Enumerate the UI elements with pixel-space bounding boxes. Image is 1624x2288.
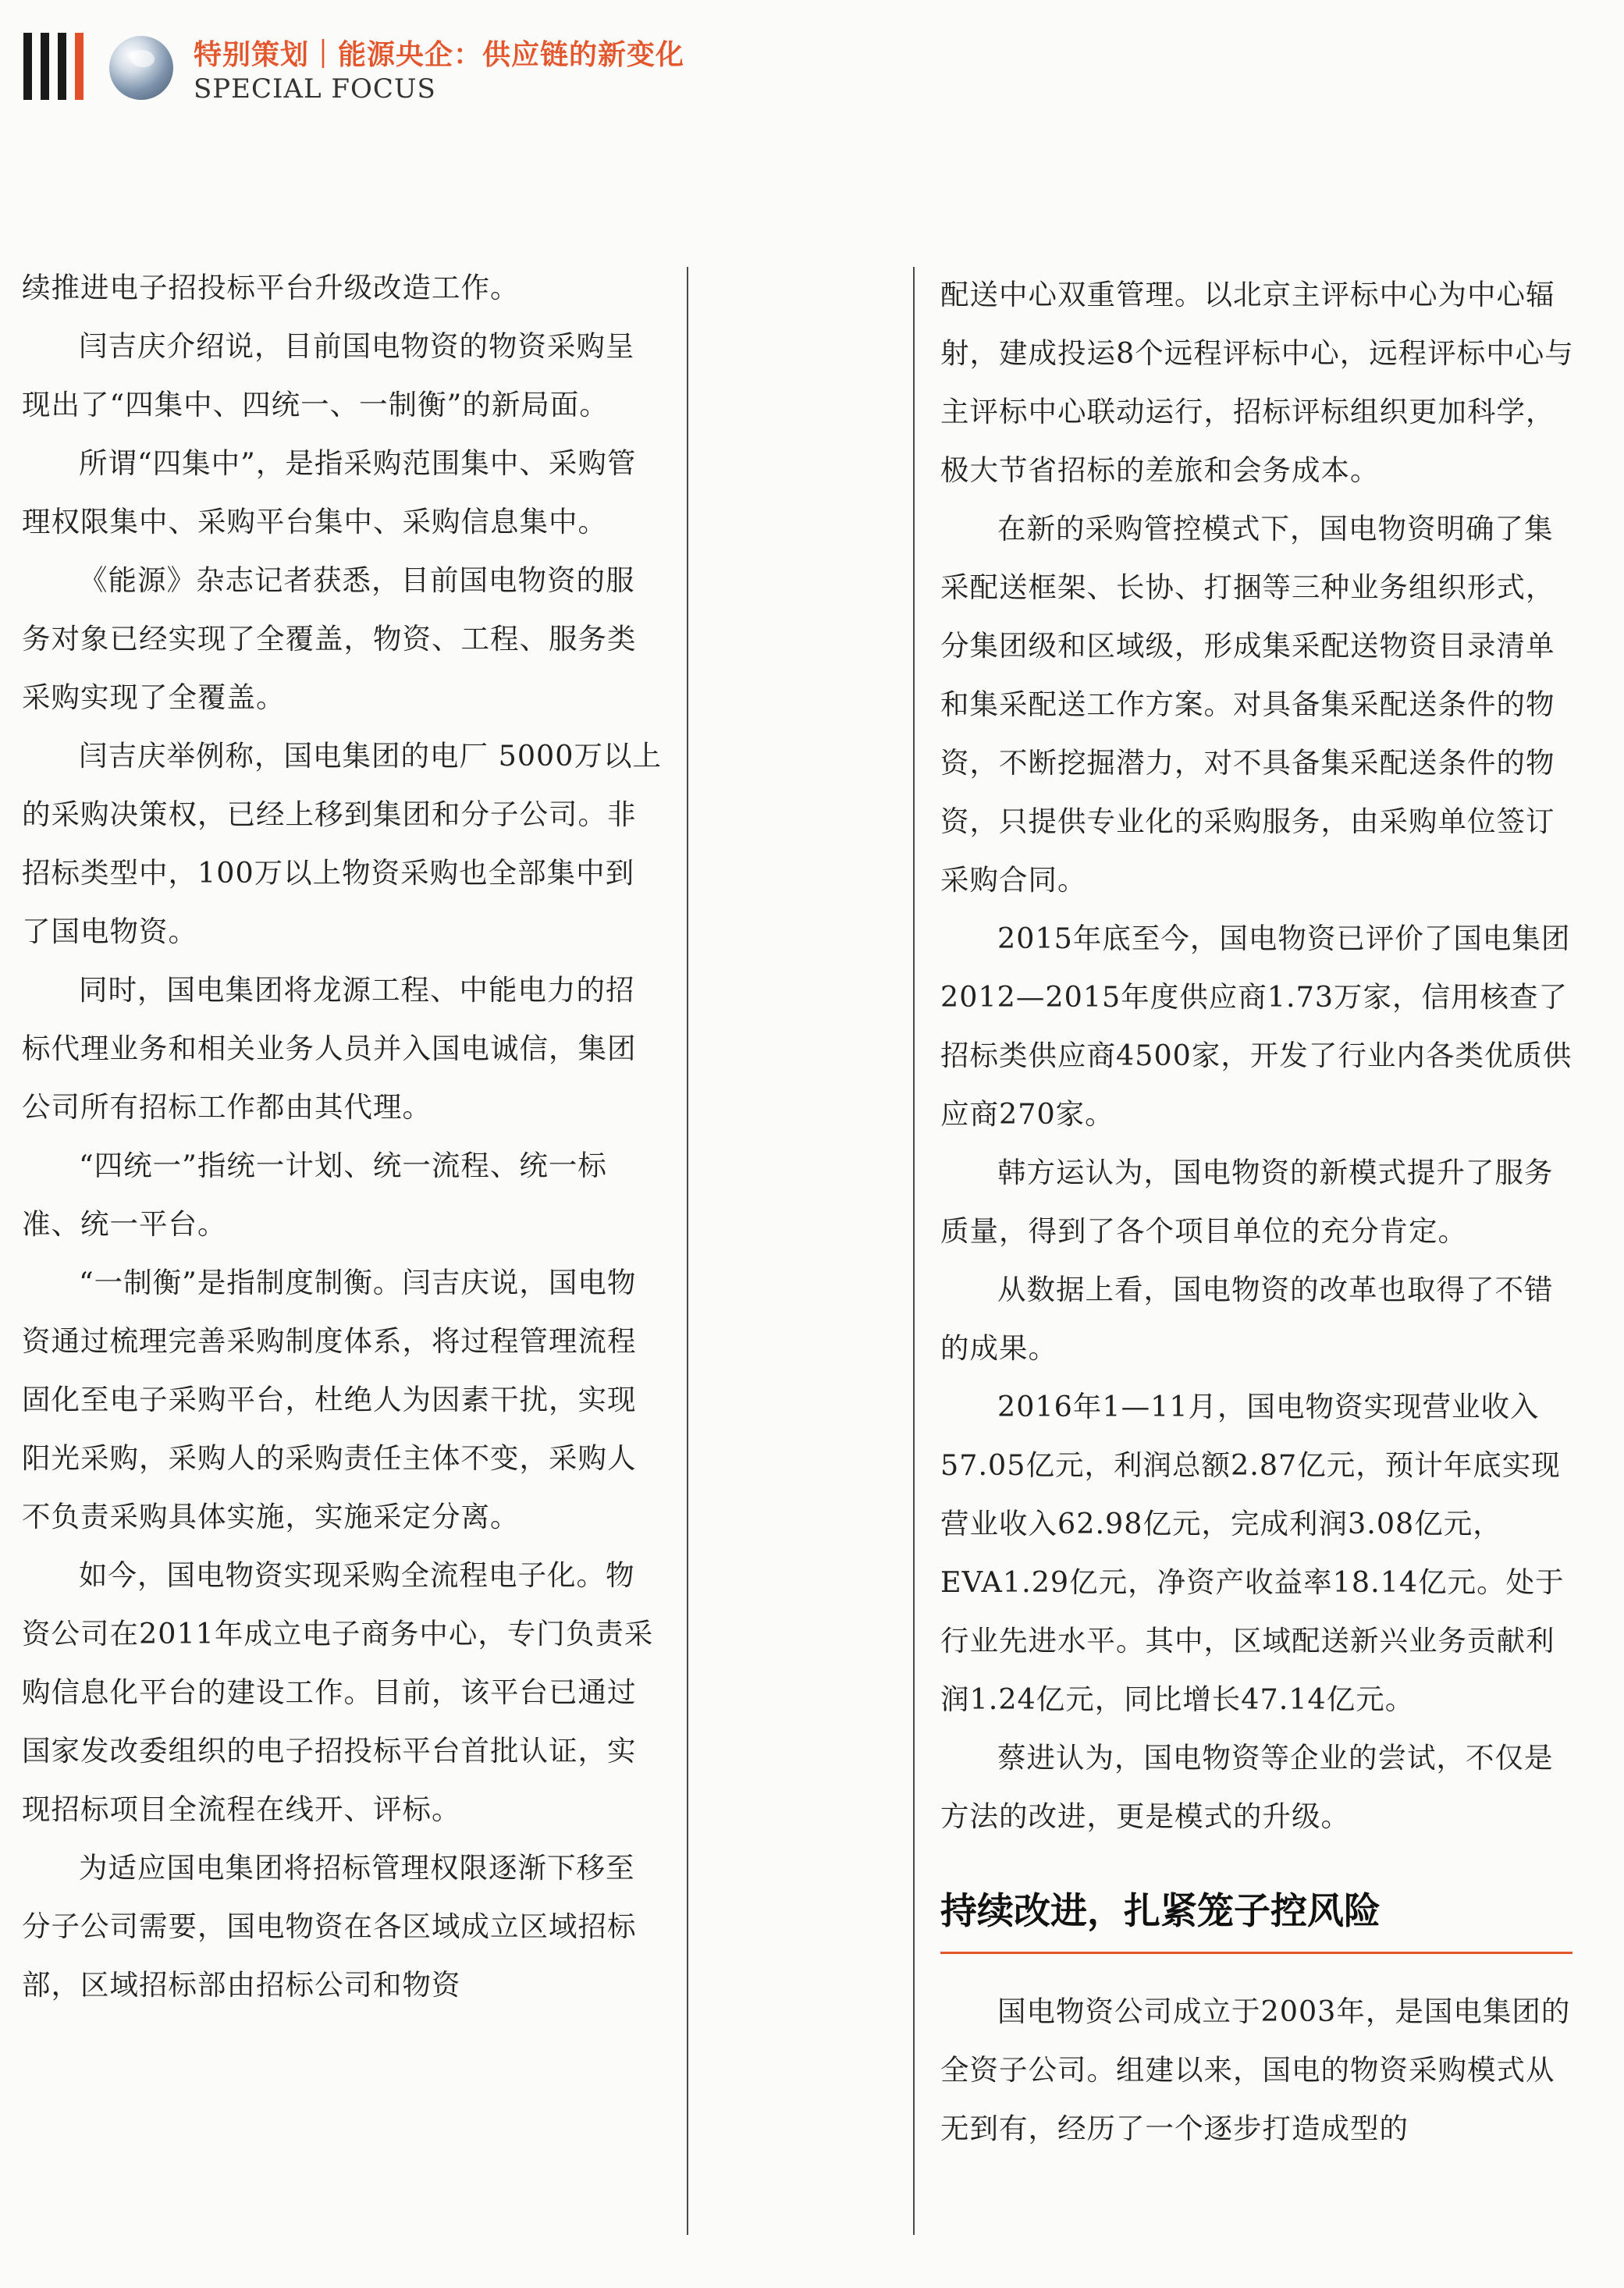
right-column [940, 265, 1580, 2158]
paragraph: 配送中心双重管理。以北京主评标中心为中心辐射，建成投运8个远程评标中心，远程评标中心与主评标中心联动运行，招标评标组织更加科学，极大节省招标的差旅和会务成本。 [940, 278, 1574, 487]
header-bars-logo [23, 33, 98, 103]
left-column [22, 258, 662, 2014]
paragraph: 如今，国电物资实现采购全流程电子化。物资公司在2011年成立电子商务中心，专门负责采购信息化平台的建设工作。目前，该平台已通过国家发改委组织的电子招投标平台首批认证，实现招标项目全流程在线开、评标。 [22, 1558, 654, 1826]
section-heading-rule [940, 1952, 1572, 1954]
column-divider-left [687, 267, 688, 2235]
section-title: 特别策划｜能源央企：供应链的新变化 [194, 39, 685, 71]
paragraph: 闫吉庆介绍说，目前国电物资的物资采购呈现出了“四集中、四统一、一制衡”的新局面。 [22, 329, 635, 421]
paragraph: 所谓“四集中”，是指采购范围集中、采购管理权限集中、采购平台集中、采购信息集中。 [22, 446, 637, 538]
paragraph: 韩方运认为，国电物资的新模式提升了服务质量，得到了各个项目单位的充分肯定。 [940, 1156, 1554, 1248]
globe-icon [109, 36, 173, 100]
paragraph: 闫吉庆举例称，国电集团的电厂 5000万以上的采购决策权，已经上移到集团和分子公司。非招标类型中，100万以上物资采购也全部集中到了国电物资。 [22, 739, 662, 948]
paragraph: 续推进电子招投标平台升级改造工作。 [22, 271, 520, 304]
section-heading: 持续改进，扎紧笼子控风险 [940, 1890, 1381, 1933]
page-header [23, 28, 804, 122]
section-subtitle: SPECIAL FOCUS [194, 73, 436, 105]
paragraph: 在新的采购管控模式下，国电物资明确了集采配送框架、长协、打捆等三种业务组织形式，分集团级和区域级，形成集采配送物资目录清单和集采配送工作方案。对具备集采配送条件的物资，不断挖掘潜力，对不具备集采配送条件的物资，只提供专业化的采购服务，由采购单位签订采购合同。 [940, 512, 1555, 897]
paragraph: 为适应国电集团将招标管理权限逐渐下移至分子公司需要，国电物资在各区域成立区域招标部，区域招标部由招标公司和物资 [22, 1851, 637, 2002]
paragraph: 从数据上看，国电物资的改革也取得了不错的成果。 [940, 1273, 1554, 1365]
paragraph: 2016年1—11月，国电物资实现营业收入57.05亿元，利润总额2.87亿元，预计年底实现营业收入62.98亿元，完成利润3.08亿元，EVA1.29亿元，净资产收益率18.14亿元。处于行业先进水平。其中，区域配送新兴业务贡献利润1.24亿元，同比增长47.14亿元。 [940, 1390, 1565, 1716]
paragraph: “一制衡”是指制度制衡。闫吉庆说，国电物资通过梳理完善采购制度体系，将过程管理流程固化至电子采购平台，杜绝人为因素干扰，实现阳光采购，采购人的采购责任主体不变，采购人不负责采购具体实施，实施采定分离。 [22, 1266, 637, 1533]
paragraph: “四统一”指统一计划、统一流程、统一标准、统一平台。 [22, 1149, 607, 1241]
paragraph: 国电物资公司成立于2003年，是国电集团的全资子公司。组建以来，国电的物资采购模式从无到有，经历了一个逐步打造成型的 [940, 1995, 1571, 2145]
paragraph: 同时，国电集团将龙源工程、中能电力的招标代理业务和相关业务人员并入国电诚信，集团公司所有招标工作都由其代理。 [22, 973, 637, 1124]
paragraph: 2015年底至今，国电物资已评价了国电集团2012—2015年度供应商1.73万家，信用核查了招标类供应商4500家，开发了行业内各类优质供应商270家。 [940, 922, 1572, 1131]
paragraph: 《能源》杂志记者获悉，目前国电物资的服务对象已经实现了全覆盖，物资、工程、服务类采购实现了全覆盖。 [22, 563, 637, 714]
paragraph: 蔡进认为，国电物资等企业的尝试，不仅是方法的改进，更是模式的升级。 [940, 1741, 1554, 1833]
column-divider-right [913, 267, 915, 2235]
